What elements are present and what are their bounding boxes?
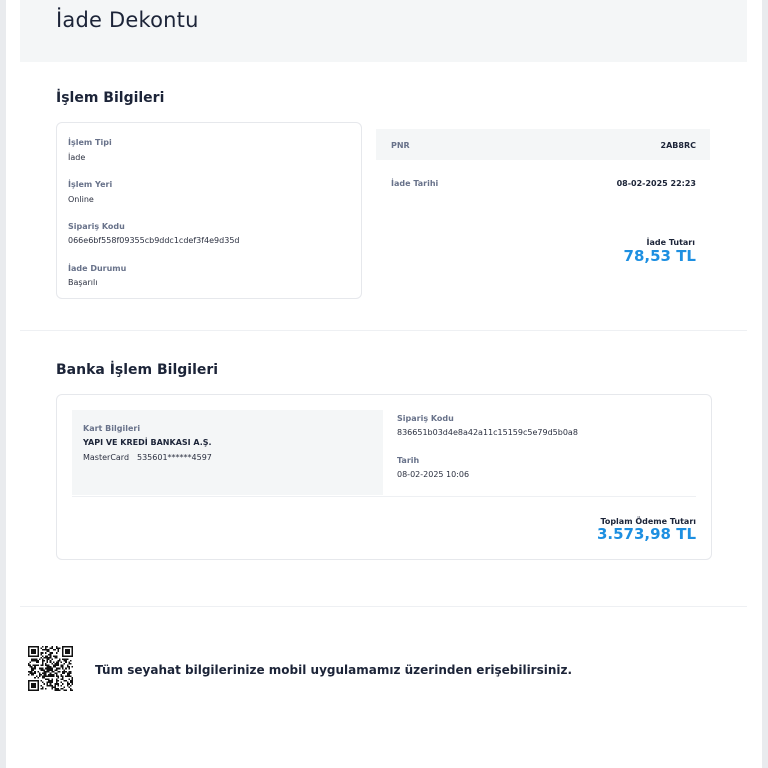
bank-section-title: Banka İşlem Bilgileri [56,362,219,378]
pnr-label: PNR [391,141,410,150]
refund-status-label: İade Durumu [68,264,127,273]
refund-status-value: Başarılı [68,278,98,287]
bank-details-card [56,394,712,560]
refund-amount-label: İade Tutarı [646,238,695,247]
page-title: İade Dekontu [56,8,199,32]
bank-order-code-label: Sipariş Kodu [397,414,454,423]
refund-amount-value: 78,53 TL [623,247,696,265]
pnr-row [376,129,710,160]
card-divider [72,496,696,497]
card-number: 535601******4597 [137,453,212,462]
card-info-panel [72,410,383,495]
transaction-place-value: Online [68,195,94,204]
app-info-message: Tüm seyahat bilgilerinize mobil uygulamamız üzerinden erişebilirsiniz. [95,663,573,677]
transaction-type-label: İşlem Tipi [68,138,112,147]
section-divider [20,606,747,607]
section-divider [20,330,747,331]
bank-date-value: 08-02-2025 10:06 [397,470,470,479]
total-payment-label: Toplam Ödeme Tutarı [600,517,696,526]
transaction-type-value: İade [68,153,86,162]
receipt-page [6,0,762,768]
receipt-header [20,0,747,62]
bank-date-label: Tarih [397,456,420,465]
total-payment-value: 3.573,98 TL [596,525,696,543]
qr-code-icon [28,646,73,695]
bank-name: YAPI VE KREDİ BANKASI A.Ş. [83,438,212,447]
order-code-label: Sipariş Kodu [68,222,125,231]
card-type: MasterCard [83,453,130,462]
card-info-label: Kart Bilgileri [83,424,141,433]
transaction-place-label: İşlem Yeri [68,180,113,189]
bank-order-code-value: 836651b03d4e8a42a11c15159c5e79d5b0a8 [397,428,578,437]
refund-date-label: İade Tarihi [391,179,439,188]
order-code-value: 066e6bf558f09355cb9ddc1cdef3f4e9d35d [68,236,240,245]
refund-date-value: 08-02-2025 22:23 [616,179,696,188]
pnr-value: 2AB8RC [660,141,696,150]
transaction-details-card [56,122,362,299]
transaction-section-title: İşlem Bilgileri [56,90,165,106]
